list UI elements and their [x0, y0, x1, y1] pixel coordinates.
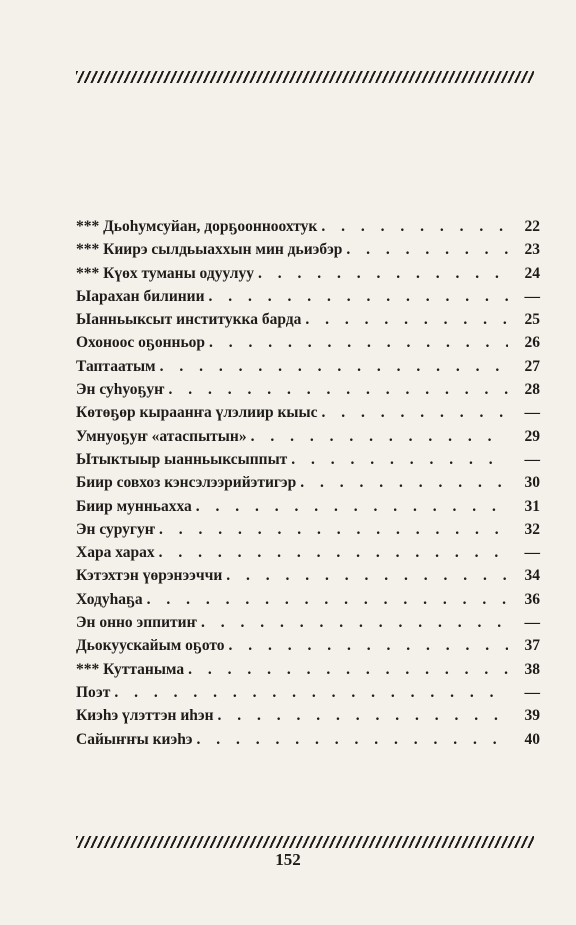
toc-entry: [76, 541, 540, 564]
dot-leader: [160, 355, 508, 378]
toc-entry: [76, 308, 540, 331]
toc-entry-title: Эн суһуоҕуҥ: [76, 381, 165, 399]
toc-entry-title: *** Дьоһумсуйан, дорҕоонноохтук: [76, 218, 318, 235]
toc-entry: [76, 331, 540, 354]
toc-entry-page: 28: [524, 381, 540, 399]
table-of-contents: [76, 215, 540, 751]
dot-leader: [169, 378, 508, 401]
toc-entry-title: *** Куттаныма: [76, 660, 185, 678]
toc-entry: [76, 588, 540, 611]
toc-entry-page: 40: [524, 730, 540, 748]
toc-entry-page: —: [524, 404, 540, 422]
toc-entry-page: 36: [524, 590, 540, 608]
toc-entry-title: Кэтэхтэн үөрэнээччи: [76, 567, 223, 585]
toc-entry: [76, 495, 540, 518]
toc-entry-title: Поэт: [76, 683, 111, 701]
toc-entry-page: —: [524, 544, 540, 562]
dot-leader: [218, 704, 508, 727]
toc-entry-title: Таптаатым: [76, 357, 156, 375]
toc-entry-page: 22: [524, 218, 540, 235]
dot-leader: [114, 681, 508, 704]
toc-entry-title: *** Күөх туманы одуулуу: [76, 264, 255, 282]
toc-entry-page: 31: [524, 497, 540, 515]
toc-entry: [76, 471, 540, 494]
toc-entry-title: *** Киирэ сылдьыаххын мин дьиэбэр: [76, 241, 343, 259]
toc-entry: [76, 285, 540, 308]
dot-leader: [251, 425, 508, 448]
toc-entry-page: 30: [524, 474, 540, 492]
dot-leader: [321, 215, 508, 238]
dot-leader: [201, 611, 508, 634]
dot-leader: [258, 262, 508, 285]
dot-leader: [209, 331, 508, 354]
toc-entry-page: 37: [524, 637, 540, 655]
toc-entry-page: —: [524, 683, 540, 701]
dot-leader: [209, 285, 508, 308]
toc-entry: [76, 425, 540, 448]
toc-entry-page: 29: [524, 427, 540, 445]
toc-entry-title: Ходуһаҕа: [76, 590, 143, 608]
toc-entry-page: 32: [524, 520, 540, 538]
toc-entry-title: Биир совхоз кэнсэлээрийэтигэр: [76, 474, 297, 492]
dot-leader: [226, 564, 508, 587]
dot-leader: [159, 541, 508, 564]
toc-entry-page: —: [524, 614, 540, 632]
dot-leader: [346, 238, 508, 261]
toc-entry-page: —: [524, 450, 540, 468]
dot-leader: [196, 495, 508, 518]
toc-entry-title: Ыанньыксыт институкка барда: [76, 311, 302, 329]
toc-entry-title: Киэһэ үлэттэн иһэн: [76, 707, 214, 725]
toc-entry-page: 34: [524, 567, 540, 585]
page-number: 152: [275, 850, 301, 869]
dot-leader: [147, 588, 508, 611]
toc-entry-title: Ытыктыыр ыанньыксыппыт: [76, 450, 288, 468]
toc-entry-title: Умнуоҕуҥ «атаспытын»: [76, 427, 247, 445]
toc-entry: [76, 611, 540, 634]
dot-leader: [291, 448, 508, 471]
dot-leader: [322, 401, 508, 424]
top-decorative-rule: [76, 71, 534, 83]
toc-entry-title: Эн онно эппитиҥ: [76, 614, 197, 632]
toc-entry-title: Охоноос оҕонньор: [76, 334, 206, 352]
dot-leader: [188, 658, 508, 681]
toc-entry: [76, 658, 540, 681]
toc-entry: [76, 728, 540, 751]
dot-leader: [300, 471, 508, 494]
toc-entry: [76, 355, 540, 378]
toc-entry-page: 27: [524, 357, 540, 375]
toc-entry-page: 38: [524, 660, 540, 678]
toc-entry-title: Ыарахан билинии: [76, 287, 205, 305]
dot-leader: [197, 728, 508, 751]
toc-entry: [76, 448, 540, 471]
toc-entry: [76, 518, 540, 541]
toc-entry: [76, 634, 540, 657]
toc-entry: [76, 401, 540, 424]
dot-leader: [305, 308, 508, 331]
toc-entry-page: 26: [524, 334, 540, 352]
toc-entry: [76, 378, 540, 401]
toc-entry-page: 23: [524, 241, 540, 259]
bottom-decorative-rule: [76, 836, 534, 848]
toc-entry-title: Биир мунньахха: [76, 497, 192, 515]
toc-entry: [76, 262, 540, 285]
toc-entry: [76, 704, 540, 727]
toc-entry-title: Көтөҕөр кыраанҥа үлэлиир кыыс: [76, 404, 318, 422]
toc-entry: [76, 215, 540, 238]
toc-entry: [76, 238, 540, 261]
dot-leader: [159, 518, 508, 541]
toc-entry-title: Хара харах: [76, 544, 155, 562]
toc-entry: [76, 564, 540, 587]
toc-entry-page: 39: [524, 707, 540, 725]
toc-entry-title: Дьокуускайым оҕото: [76, 637, 225, 655]
toc-entry: [76, 681, 540, 704]
toc-entry-page: 25: [524, 311, 540, 329]
toc-entry-page: —: [524, 287, 540, 305]
dot-leader: [229, 634, 508, 657]
toc-entry-title: Эн суругуҥ: [76, 520, 156, 538]
toc-entry-page: 24: [524, 264, 540, 282]
toc-entry-title: Сайыҥҥы киэһэ: [76, 730, 193, 748]
